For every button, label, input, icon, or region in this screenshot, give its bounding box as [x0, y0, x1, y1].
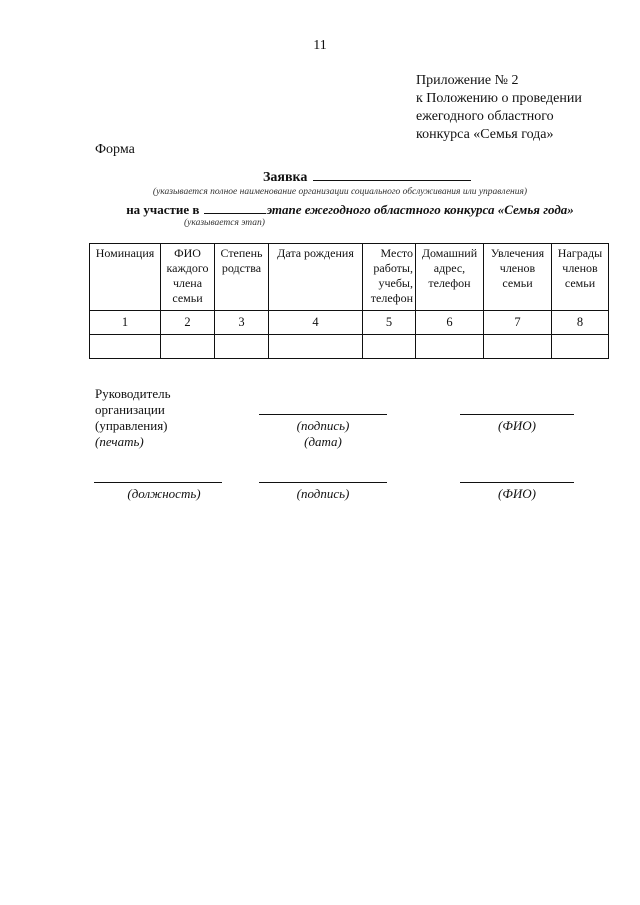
- table-cell[interactable]: [416, 335, 484, 359]
- organization-name-blank: [313, 180, 471, 181]
- header-home-address: Домашний адрес, телефон: [416, 244, 484, 311]
- header-birth-date: Дата рождения: [269, 244, 363, 311]
- signature-line-2: [259, 482, 387, 483]
- organization-note: (указывается полное наименование организации социального обслуживания или управления): [152, 187, 528, 197]
- participation-line: [0, 202, 640, 218]
- stage-blank: [204, 213, 266, 214]
- column-number: 6: [416, 311, 484, 335]
- fio-line: [460, 414, 574, 415]
- column-number: 1: [90, 311, 161, 335]
- fio-label-2: (ФИО): [498, 486, 536, 501]
- table-row: [90, 335, 609, 359]
- stage-note: (указывается этап): [184, 218, 265, 228]
- table-cell[interactable]: [552, 335, 609, 359]
- column-number: 4: [269, 311, 363, 335]
- form-label: Форма: [95, 142, 135, 157]
- head-line-2: организации: [95, 402, 165, 417]
- table-header-row: [90, 244, 609, 311]
- table-cell[interactable]: [484, 335, 552, 359]
- header-work-place: Место работы, учебы, телефон: [363, 244, 416, 311]
- fio-line-2: [460, 482, 574, 483]
- application-word: Заявка: [263, 170, 308, 185]
- participation-rest: этапе ежегодного областного конкурса «Семья года»: [266, 202, 574, 217]
- application-title: [263, 170, 471, 186]
- header-nomination: Номинация: [90, 244, 161, 311]
- appendix-heading: [416, 72, 582, 144]
- position-line: [94, 482, 222, 483]
- column-number: 7: [484, 311, 552, 335]
- column-number: 8: [552, 311, 609, 335]
- table-cell[interactable]: [215, 335, 269, 359]
- participation-lead: на участие в: [126, 202, 200, 217]
- head-line-3: (управления): [95, 418, 168, 433]
- header-relationship: Степень родства: [215, 244, 269, 311]
- column-number: 5: [363, 311, 416, 335]
- table-cell[interactable]: [269, 335, 363, 359]
- appendix-line-4: конкурса «Семья года»: [416, 127, 554, 142]
- signature-label-2: (подпись): [296, 486, 350, 501]
- head-line-1: Руководитель: [95, 386, 171, 401]
- table-cell[interactable]: [90, 335, 161, 359]
- appendix-line-1: Приложение № 2: [416, 73, 519, 88]
- page-number: 11: [313, 38, 327, 53]
- column-number: 2: [161, 311, 215, 335]
- signature-line: [259, 414, 387, 415]
- head-of-organization: [95, 386, 171, 450]
- header-hobbies: Увлечения членов семьи: [484, 244, 552, 311]
- column-number: 3: [215, 311, 269, 335]
- stamp-label: (печать): [95, 434, 144, 449]
- appendix-line-2: к Положению о проведении: [416, 91, 582, 106]
- header-awards: Награды членов семьи: [552, 244, 609, 311]
- table-cell[interactable]: [363, 335, 416, 359]
- appendix-line-3: ежегодного областного: [416, 109, 554, 124]
- signature-label: (подпись): [296, 418, 350, 433]
- fio-label: (ФИО): [498, 418, 536, 433]
- header-full-name: ФИО каждого члена семьи: [161, 244, 215, 311]
- position-label: (должность): [127, 486, 201, 501]
- table-cell[interactable]: [161, 335, 215, 359]
- date-label: (дата): [304, 434, 342, 449]
- table-number-row: [90, 311, 609, 335]
- family-members-table: [89, 243, 609, 359]
